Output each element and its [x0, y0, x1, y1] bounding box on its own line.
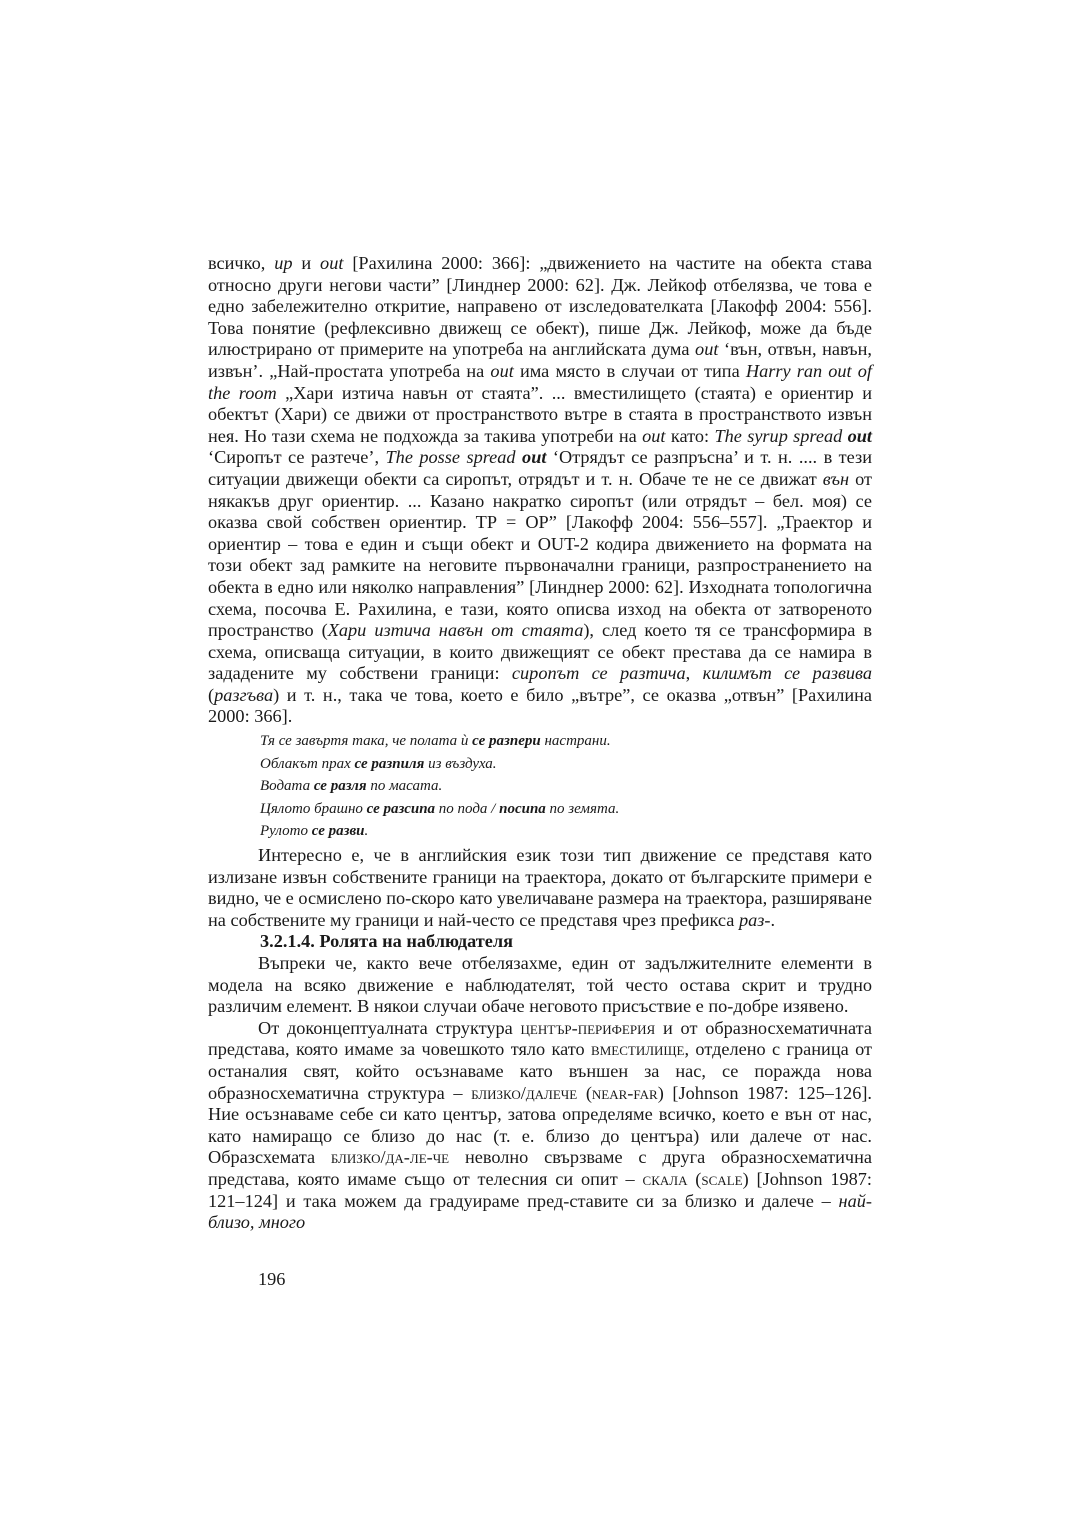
example-sentence: Цялото брашно се разсипа по пода / посипа по земята. [260, 800, 620, 817]
paragraph-continuation: всичко, up и out [Рахилина 2000: 366]: „движението на частите на обекта става относно други негови части” [Линднер 2000: 62]. Дж. Лейкоф отбелязва, че това е едно забележително откритие, направено от изследователката [Лакофф 2004: 556]. Това понятие (рефлексивно движещ се обект), пише Дж. Лейкоф, може да бъде илюстрирано от примерите на употреба на английската дума out ‘вън, отвън, навън, извън’. „Най-простата употреба на out има място в случаи от типа Harry ran out of the room „Хари изтича навън от стаята”. ... вместилището (стаята) е ориентир и обектът (Хари) се движи от пространството вътре в стаята в пространството извън нея. Но тази схема не подхожда за такива употреби на out като: The syrup spread out ‘Сиропът се разтече’, The posse spread out ‘Отрядът се разпръсна’ и т. н. .... в тези ситуации движещи обекти са сиропът, отрядът и т. н. Обаче те не се движат вън от някакъв друг ориентир. ... Казано накратко сиропът (или отрядът – бел. моя) се оказва свой собствен ориентир. ТР = ОР” [Лакофф 2004: 556–557]. „Траектор и ориентир – това е един и същи обект и OUT-2 кодира движението на формата на този обект зад рамките на неговите първоначални граници, разпространението на обекта в едно или няколко направления” [Линднер 2000: 62]. Изходната топологична схема, посочва Е. Рахилина, е тази, която описва изход на обекта от затвореното пространство (Хари изтича навън от стаята), след което тя се трансформира в схема, описваща ситуации, в които движещият се обект престава да се намира в зададените му собствени граници: сиропът се разтича, килимът се развива (разгъва) и т. н., така че това, което е било „вътре”, се оказва „отвън” [Рахилина 2000: 366]. [208, 253, 873, 727]
paragraph-interpretation: Интересно е, че в английския език този тип движение се представя като излизане извън собствените граници на траектора, докато от българските примери е видно, че е осмислено по-скоро като увеличаване размера на траектора, разширяване на собствените му граници и най-често се представя чрез префикса раз-. [208, 845, 872, 930]
example-sentence: Тя се завъртя така, че полата ѝ се разпери настрани. [260, 733, 611, 750]
example-sentence: Рулото се разви. [260, 823, 369, 840]
paragraph-center-periphery: От доконцептуалната структура център-периферия и от образносхематичната представа, която имаме за човешкото тяло като вместилище, отделено с граница от останалия свят, който осъзнаваме като външен за нас, се поражда нова образносхематична структура – близко/далече (near-far) [Johnson 1987: 125–126]. Ние осъзнаваме себе си като център, затова определяме всичко, което е вън от нас, като намиращо се близо до нас (т. е. близо до центъра) или далече от нас. Образсхемата близко/да-ле-че неволно свързваме с друга образносхематична представа, която имаме също от телесния си опит – скала (scale) [Johnson 1987: 121–124] и така можем да градуираме пред-ставите си за близко и далече – най-близо, много [208, 1017, 873, 1233]
example-sentence: Водата се разля по масата. [260, 778, 443, 795]
section-heading: 3.2.1.4. Ролята на наблюдателя [260, 931, 514, 952]
page-body [208, 253, 872, 1234]
paragraph-observer: Въпреки че, както вече отбелязахме, един от задължителните елементи в модела на всяко движение е наблюдателят, той често остава скрит и трудно различим елемент. В някои случаи обаче неговото присъствие е по-добре изявено. [208, 953, 872, 1017]
example-sentence: Облакът прах се разпиля из въздуха. [260, 755, 497, 772]
example-list [208, 730, 872, 843]
page-number: 196 [258, 1269, 286, 1289]
